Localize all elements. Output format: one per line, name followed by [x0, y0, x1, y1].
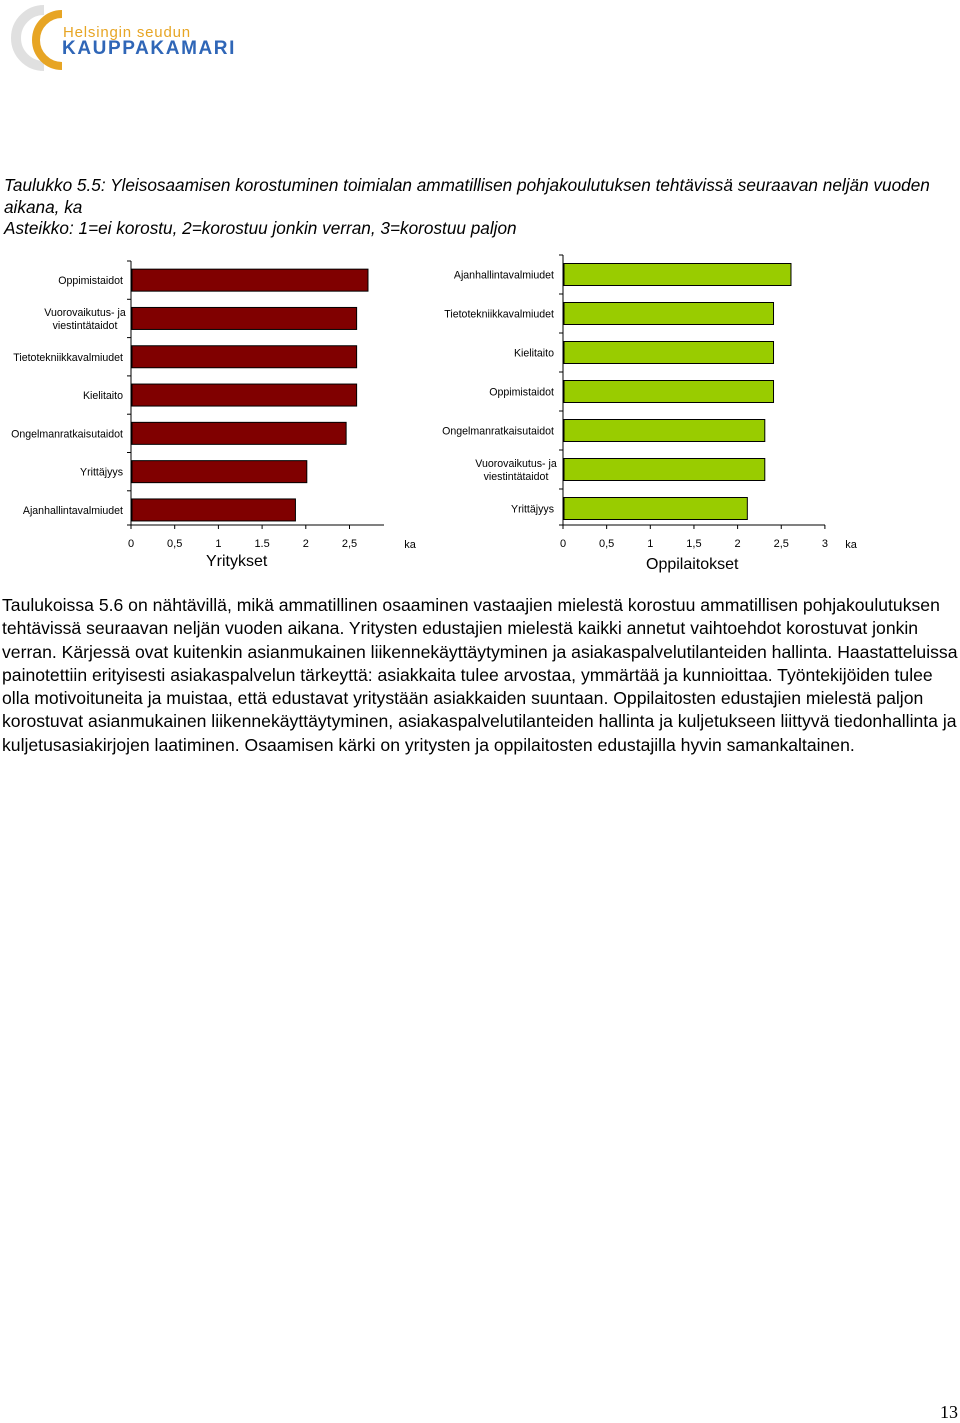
yritykset-category-label: viestintätaidot [52, 319, 118, 332]
yritykset-bar [132, 307, 357, 329]
chart-oppilaitokset-x-title: Oppilaitokset [646, 556, 739, 573]
caption-scale: Asteikko: 1=ei korostu, 2=korostuu jonkin verran, 3=korostuu paljon [4, 218, 517, 238]
chart-yritykset [0, 255, 440, 575]
oppilaitokset-x-tick-label: 1 [647, 538, 654, 550]
oppilaitokset-category-label: Ongelmanratkaisutaidot [442, 425, 554, 438]
oppilaitokset-x-tick-label: 0 [559, 538, 567, 550]
chart-yritykset-svg [0, 255, 440, 555]
oppilaitokset-unit-label: ka [845, 539, 857, 551]
yritykset-x-tick-label: 0,5 [167, 538, 183, 550]
yritykset-category-label: Yrittäjyys [80, 466, 123, 479]
yritykset-category-label: Vuorovaikutus- ja [44, 306, 126, 319]
yritykset-x-tick-label: 1 [215, 538, 222, 550]
oppilaitokset-x-tick-label: 2 [734, 538, 741, 550]
oppilaitokset-x-tick-label: 1,5 [686, 538, 702, 550]
yritykset-category-label: Ongelmanratkaisutaidot [11, 428, 123, 441]
oppilaitokset-category-label: Oppimistaidot [489, 386, 554, 399]
yritykset-unit-label: ka [404, 539, 416, 551]
page-number: 13 [940, 1402, 958, 1422]
oppilaitokset-x-tick-label: 2,5 [773, 538, 789, 550]
logo-c-mark-icon [0, 0, 70, 80]
oppilaitokset-category-label: Vuorovaikutus- ja [475, 458, 557, 470]
oppilaitokset-bar [564, 498, 747, 520]
oppilaitokset-bar [564, 303, 774, 325]
yritykset-category-label: Tietotekniikkavalmiudet [13, 351, 123, 364]
oppilaitokset-x-tick-label: 3 [821, 538, 828, 550]
logo-text-line2: KAUPPAKAMARI [62, 38, 237, 59]
chart-oppilaitokset [430, 255, 870, 575]
kauppakamari-logo [0, 0, 270, 80]
oppilaitokset-category-label: Ajanhallintavalmiudet [453, 269, 554, 282]
yritykset-bar [132, 422, 346, 444]
body-paragraph: Taulukoissa 5.6 on nähtävillä, mikä ammatillinen osaaminen vastaajien mielestä korostuu ammatillisen pohjakoulutuksen tehtävissä seuraavan neljän vuoden aikana. Yritysten edustajien mielestä kaikki annetut vaihtoehdot korostuvat jonkin verran. Kärjessä ovat kuitenkin asianmukainen liikennekäyttäytyminen ja asiakaspalvelutilanteiden hallinta. Haastatteluissa painotettiin erityisesti asiakaspalvelun tärkeyttä: asiakkaita tulee arvostaa, ymmärtää ja kunnioittaa. Työntekijöiden tulee olla motivoituneita ja muistaa, että edustavat yritystään asiakkaiden suuntaan. Oppilaitosten edustajien mielestä paljon korostuvat asianmukainen liikennekäyttäytyminen, asiakaspalvelutilanteiden hallinta ja kuljetukseen liittyvä tiedonhallinta ja kuljetusasiakirjojen laatiminen. Osaamisen kärki on yritysten ja oppilaitosten edustajilla hyvin samankaltainen. [2, 595, 958, 755]
yritykset-x-tick-label: 1.5 [254, 538, 270, 550]
oppilaitokset-bar [564, 420, 765, 442]
caption-title: Taulukko 5.5: Yleisosaamisen korostuminen toimialan ammatillisen pohjakoulutuksen tehtävissä seuraavan neljän vuoden aikana, ka [4, 175, 930, 217]
oppilaitokset-bar [564, 381, 774, 403]
yritykset-category-label: Oppimistaidot [58, 275, 123, 288]
yritykset-category-label: Kielitaito [82, 390, 123, 403]
yritykset-x-tick-label: 2,5 [341, 538, 358, 550]
yritykset-x-tick-label: 0 [127, 538, 135, 550]
table-caption [4, 175, 954, 240]
yritykset-x-tick-label: 2 [302, 538, 309, 550]
oppilaitokset-category-label: Kielitaito [513, 347, 554, 360]
oppilaitokset-bar [564, 342, 774, 364]
yritykset-bar [132, 269, 368, 291]
yritykset-bar [132, 384, 357, 406]
oppilaitokset-bar [564, 264, 791, 286]
yritykset-bar [132, 499, 295, 521]
logo-text-line1: Helsingin seudun [63, 24, 191, 41]
chart-oppilaitokset-svg [430, 255, 870, 555]
oppilaitokset-category-label: Tietotekniikkavalmiudet [444, 308, 554, 321]
oppilaitokset-category-label: viestintätaidot [483, 471, 549, 483]
yritykset-category-label: Ajanhallintavalmiudet [22, 504, 123, 517]
oppilaitokset-x-tick-label: 0,5 [599, 538, 615, 550]
yritykset-bar [132, 461, 307, 483]
oppilaitokset-bar [564, 459, 765, 481]
chart-yritykset-x-title: Yritykset [206, 553, 268, 570]
yritykset-bar [132, 346, 357, 368]
oppilaitokset-category-label: Yrittäjyys [511, 503, 554, 516]
